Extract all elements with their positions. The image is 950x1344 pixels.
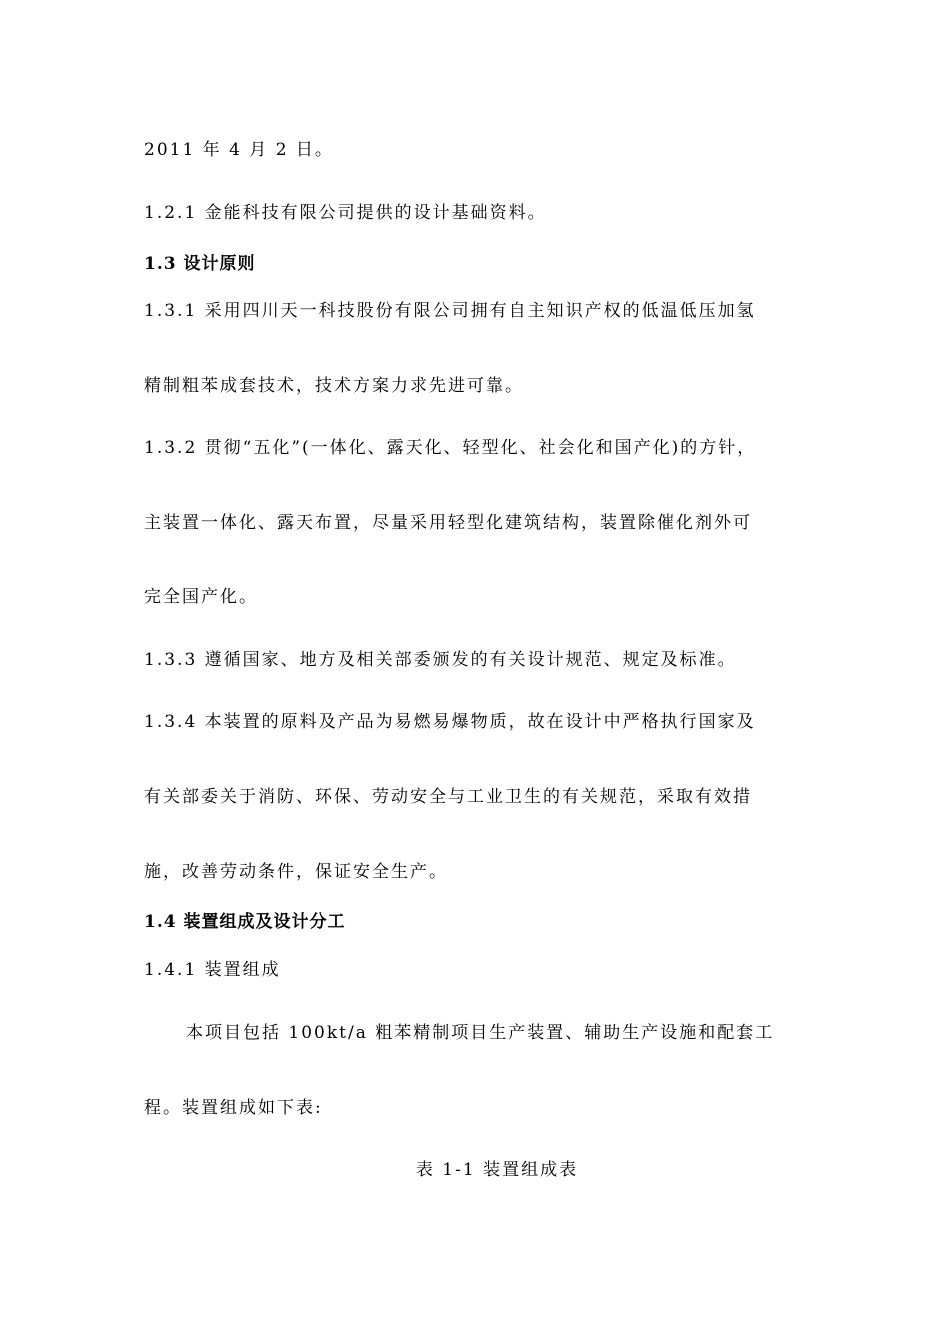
table-caption: 表 1-1 装置组成表 [415, 1160, 579, 1180]
clause-1-3-2-line3: 完全国产化。 [144, 587, 258, 607]
clause-1-3-4-line1: 1.3.4 本装置的原料及产品为易燃易爆物质，故在设计中严格执行国家及 [144, 712, 756, 732]
clause-1-3-3: 1.3.3 遵循国家、地方及相关部委颁发的有关设计规范、规定及标准。 [144, 650, 737, 670]
clause-1-3-1-line1: 1.3.1 采用四川天一科技股份有限公司拥有自主知识产权的低温低压加氢 [144, 301, 756, 321]
clause-1-3-4-line3: 施，改善劳动条件，保证安全生产。 [144, 862, 448, 882]
clause-1-2-1: 1.2.1 金能科技有限公司提供的设计基础资料。 [144, 203, 547, 223]
date-line: 2011 年 4 月 2 日。 [144, 140, 334, 160]
section-heading-1-3: 1.3 设计原则 [144, 254, 256, 274]
clause-1-3-1-line2: 精制粗苯成套技术，技术方案力求先进可靠。 [144, 376, 524, 396]
paragraph-line1: 本项目包括 100kt/a 粗苯精制项目生产装置、辅助生产设施和配套工 [186, 1023, 775, 1043]
paragraph-line2: 程。装置组成如下表: [144, 1098, 323, 1118]
section-heading-1-4: 1.4 装置组成及设计分工 [144, 912, 346, 932]
clause-1-3-4-line2: 有关部委关于消防、环保、劳动安全与工业卫生的有关规范，采取有效措 [144, 787, 752, 807]
clause-1-4-1: 1.4.1 装置组成 [144, 960, 281, 980]
clause-1-3-2-line1: 1.3.2 贯彻“五化”(一体化、露天化、轻型化、社会化和国产化)的方针， [144, 438, 757, 458]
clause-1-3-2-line2: 主装置一体化、露天布置，尽量采用轻型化建筑结构，装置除催化剂外可 [144, 513, 752, 533]
